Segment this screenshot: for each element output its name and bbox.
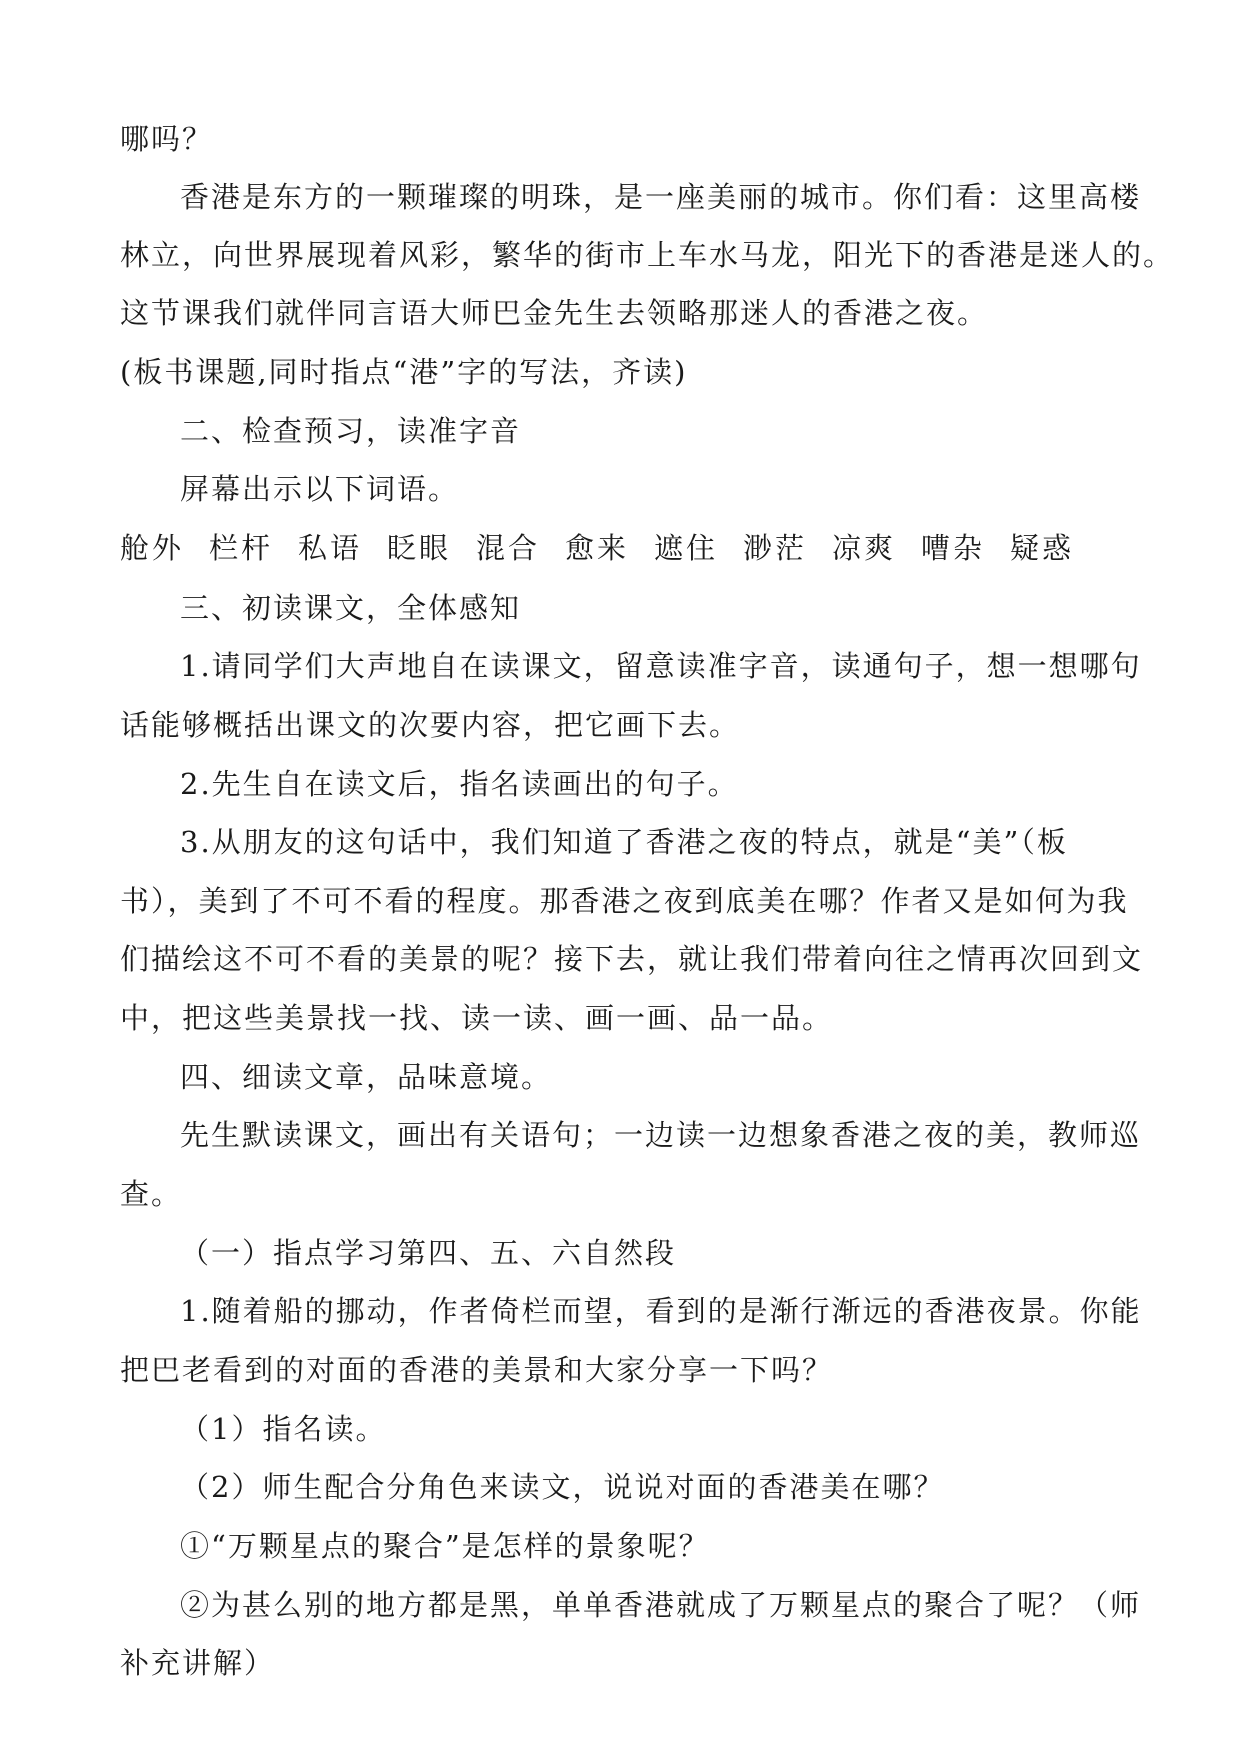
discussion-point-2-line-1: ②为甚么别的地方都是黑，单单香港就成了万颗星点的聚合了呢？（师 bbox=[180, 1588, 1142, 1622]
question-1-line-2: 把巴老看到的对面的香港的美景和大家分享一下吗？ bbox=[120, 1353, 834, 1387]
section-heading-3: 三、初读课文，全体感知 bbox=[180, 591, 522, 625]
paragraph-1-line-2: 林立，向世界展现着风彩，繁华的街市上车水马龙，阳光下的香港是迷人的。 bbox=[120, 238, 1175, 272]
vocabulary-word: 愈来 bbox=[565, 531, 630, 565]
screen-instruction: 屏幕出示以下词语。 bbox=[180, 472, 460, 506]
section-heading-2: 二、检查预习，读准字音 bbox=[180, 414, 522, 448]
step-2: 2.先生自在读文后，指名读画出的句子。 bbox=[180, 767, 739, 801]
vocabulary-word: 遮住 bbox=[654, 531, 719, 565]
step-3-line-2: 书），美到了不可不看的程度。那香港之夜到底美在哪？作者又是如何为我 bbox=[120, 884, 1129, 918]
question-1-line-1: 1.随着船的挪动，作者倚栏而望，看到的是渐行渐远的香港夜景。你能 bbox=[180, 1294, 1142, 1328]
paragraph-1-line-1: 香港是东方的一颗璀璨的明珠，是一座美丽的城市。你们看：这里高楼 bbox=[180, 180, 1142, 214]
vocabulary-word: 嘈杂 bbox=[921, 531, 986, 565]
step-3-line-4: 中，把这些美景找一找、读一读、画一画、品一品。 bbox=[120, 1001, 834, 1035]
section-heading-4: 四、细读文章，品味意境。 bbox=[180, 1060, 553, 1094]
subsection-heading-1: （一）指点学习第四、五、六自然段 bbox=[180, 1236, 677, 1270]
step-3-line-1: 3.从朋友的这句话中，我们知道了香港之夜的特点，就是“美”（板 bbox=[180, 825, 1068, 859]
vocabulary-word: 舱外 bbox=[120, 531, 185, 565]
paragraph-1-line-3: 这节课我们就伴同言语大师巴金先生去领略那迷人的香港之夜。 bbox=[120, 296, 989, 330]
reading-instruction-line-2: 查。 bbox=[120, 1177, 183, 1211]
activity-1: （1）指名读。 bbox=[180, 1412, 387, 1446]
vocabulary-word: 栏杆 bbox=[209, 531, 274, 565]
vocabulary-word: 混合 bbox=[476, 531, 541, 565]
reading-instruction-line-1: 先生默读课文，画出有关语句；一边读一边想象香港之夜的美，教师巡 bbox=[180, 1118, 1142, 1152]
discussion-point-2-line-2: 补充讲解） bbox=[120, 1646, 276, 1680]
vocabulary-word: 渺茫 bbox=[743, 531, 808, 565]
vocabulary-word: 凉爽 bbox=[832, 531, 897, 565]
board-note: (板书课题,同时指点“港”字的写法，齐读) bbox=[120, 355, 688, 389]
vocabulary-word: 眨眼 bbox=[387, 531, 452, 565]
vocabulary-list bbox=[120, 528, 1120, 568]
activity-2: （2）师生配合分角色来读文，说说对面的香港美在哪？ bbox=[180, 1470, 945, 1504]
step-1-line-2: 话能够概括出课文的次要内容，把它画下去。 bbox=[120, 708, 741, 742]
step-3-line-3: 们描绘这不可不看的美景的呢？接下去，就让我们带着向往之情再次回到文 bbox=[120, 942, 1144, 976]
step-1-line-1: 1.请同学们大声地自在读课文，留意读准字音，读通句子，想一想哪句 bbox=[180, 649, 1142, 683]
discussion-point-1: ①“万颗星点的聚合”是怎样的景象呢？ bbox=[180, 1529, 710, 1563]
vocabulary-word: 私语 bbox=[298, 531, 363, 565]
text-line-1: 哪吗？ bbox=[120, 122, 214, 156]
vocabulary-word: 疑惑 bbox=[1010, 531, 1075, 565]
